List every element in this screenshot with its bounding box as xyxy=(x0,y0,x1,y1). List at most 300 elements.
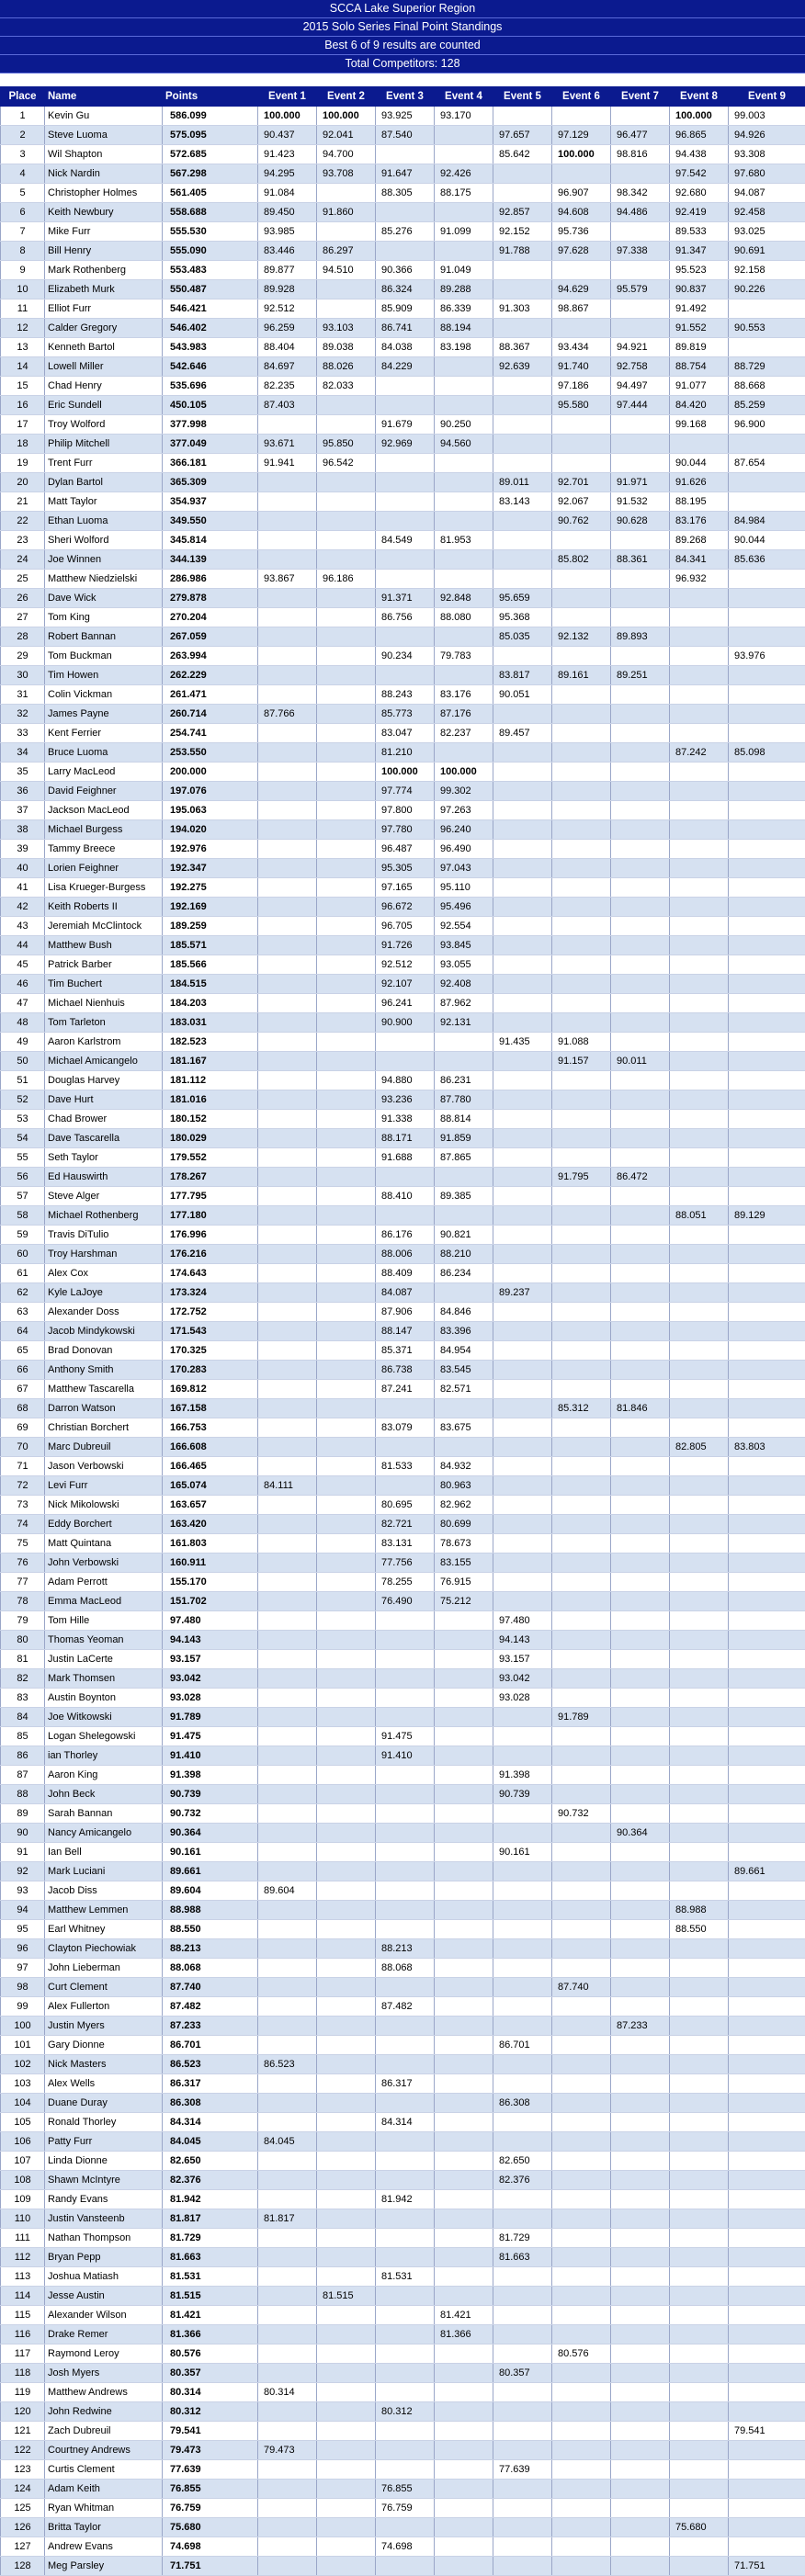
place-cell: 19 xyxy=(1,454,45,473)
column-header-event-8: Event 8 xyxy=(670,87,729,107)
event-6-score-cell xyxy=(552,1824,611,1843)
event-1-score-cell xyxy=(258,1573,317,1592)
event-1-score-cell xyxy=(258,917,317,936)
event-2-score-cell xyxy=(317,898,376,917)
total-points-cell: 89.604 xyxy=(163,1881,258,1901)
column-header-event-1: Event 1 xyxy=(258,87,317,107)
event-5-score-cell xyxy=(493,898,552,917)
event-2-score-cell xyxy=(317,1341,376,1361)
event-2-score-cell xyxy=(317,685,376,705)
event-8-score-cell xyxy=(670,917,729,936)
event-7-score-cell xyxy=(611,531,670,550)
total-points-cell: 81.817 xyxy=(163,2209,258,2229)
table-row xyxy=(1,1650,805,1669)
event-6-score-cell xyxy=(552,1939,611,1959)
event-2-score-cell xyxy=(317,666,376,685)
table-row xyxy=(1,1438,805,1457)
place-cell: 24 xyxy=(1,550,45,570)
event-2-score-cell xyxy=(317,1959,376,1978)
event-8-score-cell: 91.347 xyxy=(670,242,729,261)
event-7-score-cell xyxy=(611,705,670,724)
event-5-score-cell xyxy=(493,1592,552,1611)
event-1-score-cell xyxy=(258,1457,317,1476)
place-cell: 40 xyxy=(1,859,45,878)
event-9-score-cell xyxy=(729,1380,805,1399)
event-4-score-cell: 87.176 xyxy=(435,705,493,724)
competitor-name-cell: ian Thorley xyxy=(45,1746,163,1766)
event-6-score-cell xyxy=(552,955,611,975)
event-4-score-cell: 84.954 xyxy=(435,1341,493,1361)
total-points-cell: 87.482 xyxy=(163,1997,258,2017)
event-5-score-cell xyxy=(493,377,552,396)
competitor-name-cell: Michael Amicangelo xyxy=(45,1052,163,1071)
event-5-score-cell xyxy=(493,184,552,203)
event-5-score-cell xyxy=(493,531,552,550)
event-6-score-cell xyxy=(552,1631,611,1650)
event-2-score-cell xyxy=(317,627,376,647)
event-4-score-cell: 88.080 xyxy=(435,608,493,627)
event-9-score-cell xyxy=(729,782,805,801)
event-9-score-cell xyxy=(729,1476,805,1496)
competitor-name-cell: Mike Furr xyxy=(45,222,163,242)
event-7-score-cell: 91.971 xyxy=(611,473,670,492)
total-points-cell: 535.696 xyxy=(163,377,258,396)
event-7-score-cell xyxy=(611,1689,670,1708)
event-7-score-cell xyxy=(611,1669,670,1689)
competitor-name-cell: Curt Clement xyxy=(45,1978,163,1997)
event-1-score-cell xyxy=(258,2190,317,2209)
event-1-score-cell xyxy=(258,1418,317,1438)
table-row xyxy=(1,936,805,955)
event-3-score-cell: 95.305 xyxy=(376,859,435,878)
event-8-score-cell: 97.542 xyxy=(670,164,729,184)
place-cell: 69 xyxy=(1,1418,45,1438)
event-6-score-cell xyxy=(552,2518,611,2537)
event-9-score-cell xyxy=(729,1052,805,1071)
event-4-score-cell xyxy=(435,1843,493,1862)
event-2-score-cell xyxy=(317,705,376,724)
event-6-score-cell xyxy=(552,743,611,763)
place-cell: 128 xyxy=(1,2557,45,2576)
event-5-score-cell xyxy=(493,319,552,338)
table-row xyxy=(1,1766,805,1785)
table-row xyxy=(1,2422,805,2441)
event-8-score-cell xyxy=(670,1959,729,1978)
event-5-score-cell xyxy=(493,1438,552,1457)
table-row xyxy=(1,1476,805,1496)
competitor-name-cell: Tom Hille xyxy=(45,1611,163,1631)
event-6-score-cell xyxy=(552,2383,611,2402)
place-cell: 114 xyxy=(1,2287,45,2306)
event-4-score-cell xyxy=(435,627,493,647)
event-4-score-cell xyxy=(435,1766,493,1785)
event-7-score-cell xyxy=(611,2074,670,2094)
event-6-score-cell xyxy=(552,2152,611,2171)
event-4-score-cell xyxy=(435,1901,493,1920)
event-4-score-cell: 83.176 xyxy=(435,685,493,705)
event-3-score-cell xyxy=(376,2422,435,2441)
event-7-score-cell xyxy=(611,1476,670,1496)
event-5-score-cell xyxy=(493,2441,552,2460)
event-6-score-cell xyxy=(552,859,611,878)
total-points-cell: 87.740 xyxy=(163,1978,258,1997)
event-7-score-cell xyxy=(611,1283,670,1303)
total-points-cell: 180.152 xyxy=(163,1110,258,1129)
event-3-score-cell xyxy=(376,1920,435,1939)
event-9-score-cell xyxy=(729,1187,805,1206)
total-points-cell: 270.204 xyxy=(163,608,258,627)
event-4-score-cell: 79.783 xyxy=(435,647,493,666)
event-1-score-cell xyxy=(258,1071,317,1090)
total-points-cell: 365.309 xyxy=(163,473,258,492)
event-8-score-cell xyxy=(670,1399,729,1418)
event-2-score-cell xyxy=(317,1689,376,1708)
place-cell: 119 xyxy=(1,2383,45,2402)
event-6-score-cell xyxy=(552,2171,611,2190)
place-cell: 87 xyxy=(1,1766,45,1785)
event-3-score-cell xyxy=(376,2306,435,2325)
event-9-score-cell xyxy=(729,2306,805,2325)
event-3-score-cell: 91.338 xyxy=(376,1110,435,1129)
event-6-score-cell: 89.161 xyxy=(552,666,611,685)
place-cell: 64 xyxy=(1,1322,45,1341)
event-5-score-cell xyxy=(493,859,552,878)
event-2-score-cell xyxy=(317,2306,376,2325)
event-1-score-cell xyxy=(258,1013,317,1033)
competitor-name-cell: Kyle LaJoye xyxy=(45,1283,163,1303)
event-2-score-cell xyxy=(317,2248,376,2267)
event-6-score-cell xyxy=(552,1862,611,1881)
place-cell: 110 xyxy=(1,2209,45,2229)
total-points-cell: 183.031 xyxy=(163,1013,258,1033)
event-2-score-cell xyxy=(317,1380,376,1399)
place-cell: 62 xyxy=(1,1283,45,1303)
table-row xyxy=(1,1129,805,1148)
total-points-cell: 97.480 xyxy=(163,1611,258,1631)
competitor-name-cell: Tim Howen xyxy=(45,666,163,685)
place-cell: 7 xyxy=(1,222,45,242)
event-4-score-cell: 81.366 xyxy=(435,2325,493,2344)
place-cell: 127 xyxy=(1,2537,45,2557)
competitor-name-cell: Elizabeth Murk xyxy=(45,280,163,299)
event-4-score-cell: 92.408 xyxy=(435,975,493,994)
event-9-score-cell xyxy=(729,1148,805,1168)
event-9-score-cell: 88.668 xyxy=(729,377,805,396)
event-9-score-cell xyxy=(729,878,805,898)
event-5-score-cell: 85.035 xyxy=(493,627,552,647)
event-1-score-cell xyxy=(258,2074,317,2094)
table-row xyxy=(1,1901,805,1920)
event-8-score-cell xyxy=(670,782,729,801)
total-points-cell: 182.523 xyxy=(163,1033,258,1052)
event-2-score-cell xyxy=(317,280,376,299)
event-6-score-cell xyxy=(552,164,611,184)
event-2-score-cell: 96.542 xyxy=(317,454,376,473)
event-3-score-cell: 96.672 xyxy=(376,898,435,917)
table-row xyxy=(1,1052,805,1071)
event-5-score-cell xyxy=(493,1978,552,1997)
event-3-score-cell: 86.741 xyxy=(376,319,435,338)
event-4-score-cell xyxy=(435,473,493,492)
event-1-score-cell xyxy=(258,1804,317,1824)
total-points-cell: 178.267 xyxy=(163,1168,258,1187)
event-1-score-cell xyxy=(258,2518,317,2537)
event-5-score-cell xyxy=(493,1901,552,1920)
table-row xyxy=(1,1573,805,1592)
event-5-score-cell xyxy=(493,1071,552,1090)
event-2-score-cell xyxy=(317,1939,376,1959)
event-5-score-cell xyxy=(493,1090,552,1110)
event-4-score-cell xyxy=(435,1399,493,1418)
competitor-name-cell: Matthew Lemmen xyxy=(45,1901,163,1920)
total-points-cell: 173.324 xyxy=(163,1283,258,1303)
event-6-score-cell xyxy=(552,2422,611,2441)
total-points-cell: 262.229 xyxy=(163,666,258,685)
event-2-score-cell xyxy=(317,1438,376,1457)
total-points-cell: 80.357 xyxy=(163,2364,258,2383)
event-4-score-cell xyxy=(435,2171,493,2190)
event-2-score-cell xyxy=(317,415,376,435)
place-cell: 74 xyxy=(1,1515,45,1534)
event-7-score-cell xyxy=(611,2248,670,2267)
table-row xyxy=(1,570,805,589)
event-5-score-cell xyxy=(493,107,552,126)
place-cell: 59 xyxy=(1,1226,45,1245)
total-points-cell: 267.059 xyxy=(163,627,258,647)
event-1-score-cell: 82.235 xyxy=(258,377,317,396)
event-6-score-cell xyxy=(552,589,611,608)
place-cell: 10 xyxy=(1,280,45,299)
event-2-score-cell xyxy=(317,1515,376,1534)
competitor-name-cell: Tammy Breece xyxy=(45,840,163,859)
event-8-score-cell: 88.550 xyxy=(670,1920,729,1939)
event-8-score-cell: 84.420 xyxy=(670,396,729,415)
event-8-score-cell xyxy=(670,1283,729,1303)
event-5-score-cell xyxy=(493,1187,552,1206)
event-6-score-cell xyxy=(552,1611,611,1631)
event-1-score-cell xyxy=(258,627,317,647)
event-7-score-cell xyxy=(611,1862,670,1881)
event-8-score-cell: 88.754 xyxy=(670,357,729,377)
event-5-score-cell xyxy=(493,878,552,898)
competitor-name-cell: Troy Wolford xyxy=(45,415,163,435)
competitor-name-cell: Justin Myers xyxy=(45,2017,163,2036)
event-4-score-cell: 91.859 xyxy=(435,1129,493,1148)
event-4-score-cell xyxy=(435,1939,493,1959)
event-2-score-cell xyxy=(317,1033,376,1052)
event-1-score-cell xyxy=(258,994,317,1013)
event-8-score-cell xyxy=(670,2441,729,2460)
event-9-score-cell: 83.803 xyxy=(729,1438,805,1457)
table-row xyxy=(1,1804,805,1824)
event-3-score-cell xyxy=(376,2364,435,2383)
competitor-name-cell: Aaron King xyxy=(45,1766,163,1785)
place-cell: 26 xyxy=(1,589,45,608)
table-row xyxy=(1,492,805,512)
table-row xyxy=(1,550,805,570)
event-1-score-cell xyxy=(258,1361,317,1380)
event-5-score-cell: 93.028 xyxy=(493,1689,552,1708)
event-8-score-cell xyxy=(670,1785,729,1804)
event-9-score-cell xyxy=(729,1322,805,1341)
event-5-score-cell xyxy=(493,1303,552,1322)
place-cell: 32 xyxy=(1,705,45,724)
place-cell: 86 xyxy=(1,1746,45,1766)
competitor-name-cell: Jacob Diss xyxy=(45,1881,163,1901)
event-3-score-cell: 90.234 xyxy=(376,647,435,666)
table-body xyxy=(1,107,805,2576)
event-6-score-cell xyxy=(552,454,611,473)
event-3-score-cell xyxy=(376,473,435,492)
event-6-score-cell xyxy=(552,2499,611,2518)
event-5-score-cell xyxy=(493,1727,552,1746)
event-6-score-cell xyxy=(552,1496,611,1515)
event-4-score-cell xyxy=(435,2036,493,2055)
event-3-score-cell xyxy=(376,2325,435,2344)
event-1-score-cell: 84.111 xyxy=(258,1476,317,1496)
total-points-cell: 87.233 xyxy=(163,2017,258,2036)
total-points-cell: 165.074 xyxy=(163,1476,258,1496)
competitor-name-cell: Dave Tascarella xyxy=(45,1129,163,1148)
event-2-score-cell xyxy=(317,1496,376,1515)
table-row xyxy=(1,531,805,550)
event-2-score-cell: 100.000 xyxy=(317,107,376,126)
event-4-score-cell xyxy=(435,550,493,570)
total-points-cell: 177.180 xyxy=(163,1206,258,1226)
event-1-score-cell: 88.404 xyxy=(258,338,317,357)
place-cell: 71 xyxy=(1,1457,45,1476)
event-8-score-cell xyxy=(670,1766,729,1785)
event-3-score-cell xyxy=(376,454,435,473)
competitor-name-cell: Alex Wells xyxy=(45,2074,163,2094)
event-2-score-cell xyxy=(317,2017,376,2036)
event-9-score-cell xyxy=(729,2190,805,2209)
event-5-score-cell xyxy=(493,705,552,724)
event-5-score-cell xyxy=(493,1322,552,1341)
total-points-cell: 76.759 xyxy=(163,2499,258,2518)
total-points-cell: 166.608 xyxy=(163,1438,258,1457)
event-5-score-cell xyxy=(493,1013,552,1033)
place-cell: 72 xyxy=(1,1476,45,1496)
competitor-name-cell: Keith Newbury xyxy=(45,203,163,222)
event-4-score-cell xyxy=(435,1033,493,1052)
event-6-score-cell xyxy=(552,936,611,955)
place-cell: 112 xyxy=(1,2248,45,2267)
event-3-score-cell: 76.490 xyxy=(376,1592,435,1611)
event-9-score-cell xyxy=(729,917,805,936)
event-3-score-cell xyxy=(376,396,435,415)
table-row xyxy=(1,435,805,454)
event-1-score-cell: 84.045 xyxy=(258,2132,317,2152)
event-6-score-cell xyxy=(552,1206,611,1226)
table-row xyxy=(1,2209,805,2229)
event-6-score-cell: 93.434 xyxy=(552,338,611,357)
competitor-name-cell: Austin Boynton xyxy=(45,1689,163,1708)
event-9-score-cell xyxy=(729,820,805,840)
event-6-score-cell: 92.067 xyxy=(552,492,611,512)
total-points-cell: 184.203 xyxy=(163,994,258,1013)
total-points-cell: 88.068 xyxy=(163,1959,258,1978)
event-4-score-cell: 82.571 xyxy=(435,1380,493,1399)
event-1-score-cell xyxy=(258,1534,317,1554)
event-8-score-cell: 99.168 xyxy=(670,415,729,435)
place-cell: 102 xyxy=(1,2055,45,2074)
event-6-score-cell xyxy=(552,2537,611,2557)
event-4-score-cell xyxy=(435,357,493,377)
event-3-score-cell: 85.371 xyxy=(376,1341,435,1361)
competitor-name-cell: Dave Wick xyxy=(45,589,163,608)
event-2-score-cell xyxy=(317,1708,376,1727)
competitor-name-cell: Troy Harshman xyxy=(45,1245,163,1264)
total-points-cell: 160.911 xyxy=(163,1554,258,1573)
event-8-score-cell xyxy=(670,1264,729,1283)
event-9-score-cell: 84.984 xyxy=(729,512,805,531)
event-5-score-cell xyxy=(493,2344,552,2364)
event-9-score-cell xyxy=(729,570,805,589)
event-4-score-cell: 81.421 xyxy=(435,2306,493,2325)
event-3-score-cell xyxy=(376,242,435,261)
event-4-score-cell xyxy=(435,396,493,415)
event-5-score-cell xyxy=(493,1148,552,1168)
event-8-score-cell xyxy=(670,2344,729,2364)
event-3-score-cell xyxy=(376,2344,435,2364)
event-2-score-cell xyxy=(317,2325,376,2344)
event-6-score-cell xyxy=(552,1226,611,1245)
total-points-cell: 181.016 xyxy=(163,1090,258,1110)
event-4-score-cell xyxy=(435,145,493,164)
event-7-score-cell xyxy=(611,2344,670,2364)
total-points-cell: 79.473 xyxy=(163,2441,258,2460)
event-3-score-cell xyxy=(376,2171,435,2190)
total-points-cell: 377.998 xyxy=(163,415,258,435)
event-3-score-cell xyxy=(376,377,435,396)
event-3-score-cell xyxy=(376,1611,435,1631)
event-1-score-cell: 93.671 xyxy=(258,435,317,454)
event-9-score-cell xyxy=(729,1129,805,1148)
event-6-score-cell xyxy=(552,1380,611,1399)
event-6-score-cell xyxy=(552,2364,611,2383)
event-4-score-cell xyxy=(435,1689,493,1708)
event-1-score-cell xyxy=(258,2267,317,2287)
total-points-cell: 543.983 xyxy=(163,338,258,357)
event-9-score-cell xyxy=(729,1631,805,1650)
event-6-score-cell xyxy=(552,1554,611,1573)
event-4-score-cell: 100.000 xyxy=(435,763,493,782)
event-4-score-cell xyxy=(435,2518,493,2537)
competitor-name-cell: Dylan Bartol xyxy=(45,473,163,492)
event-9-score-cell xyxy=(729,2499,805,2518)
event-9-score-cell xyxy=(729,2267,805,2287)
event-8-score-cell xyxy=(670,724,729,743)
event-9-score-cell xyxy=(729,1457,805,1476)
event-1-score-cell: 91.423 xyxy=(258,145,317,164)
event-3-score-cell xyxy=(376,2036,435,2055)
place-cell: 88 xyxy=(1,1785,45,1804)
event-6-score-cell: 91.088 xyxy=(552,1033,611,1052)
event-3-score-cell: 86.756 xyxy=(376,608,435,627)
place-cell: 30 xyxy=(1,666,45,685)
event-9-score-cell xyxy=(729,2055,805,2074)
total-points-cell: 586.099 xyxy=(163,107,258,126)
table-row xyxy=(1,1959,805,1978)
total-points-cell: 90.732 xyxy=(163,1804,258,1824)
table-row xyxy=(1,840,805,859)
event-7-score-cell: 95.579 xyxy=(611,280,670,299)
event-2-score-cell xyxy=(317,1110,376,1129)
event-6-score-cell: 80.576 xyxy=(552,2344,611,2364)
event-1-score-cell xyxy=(258,589,317,608)
place-cell: 47 xyxy=(1,994,45,1013)
